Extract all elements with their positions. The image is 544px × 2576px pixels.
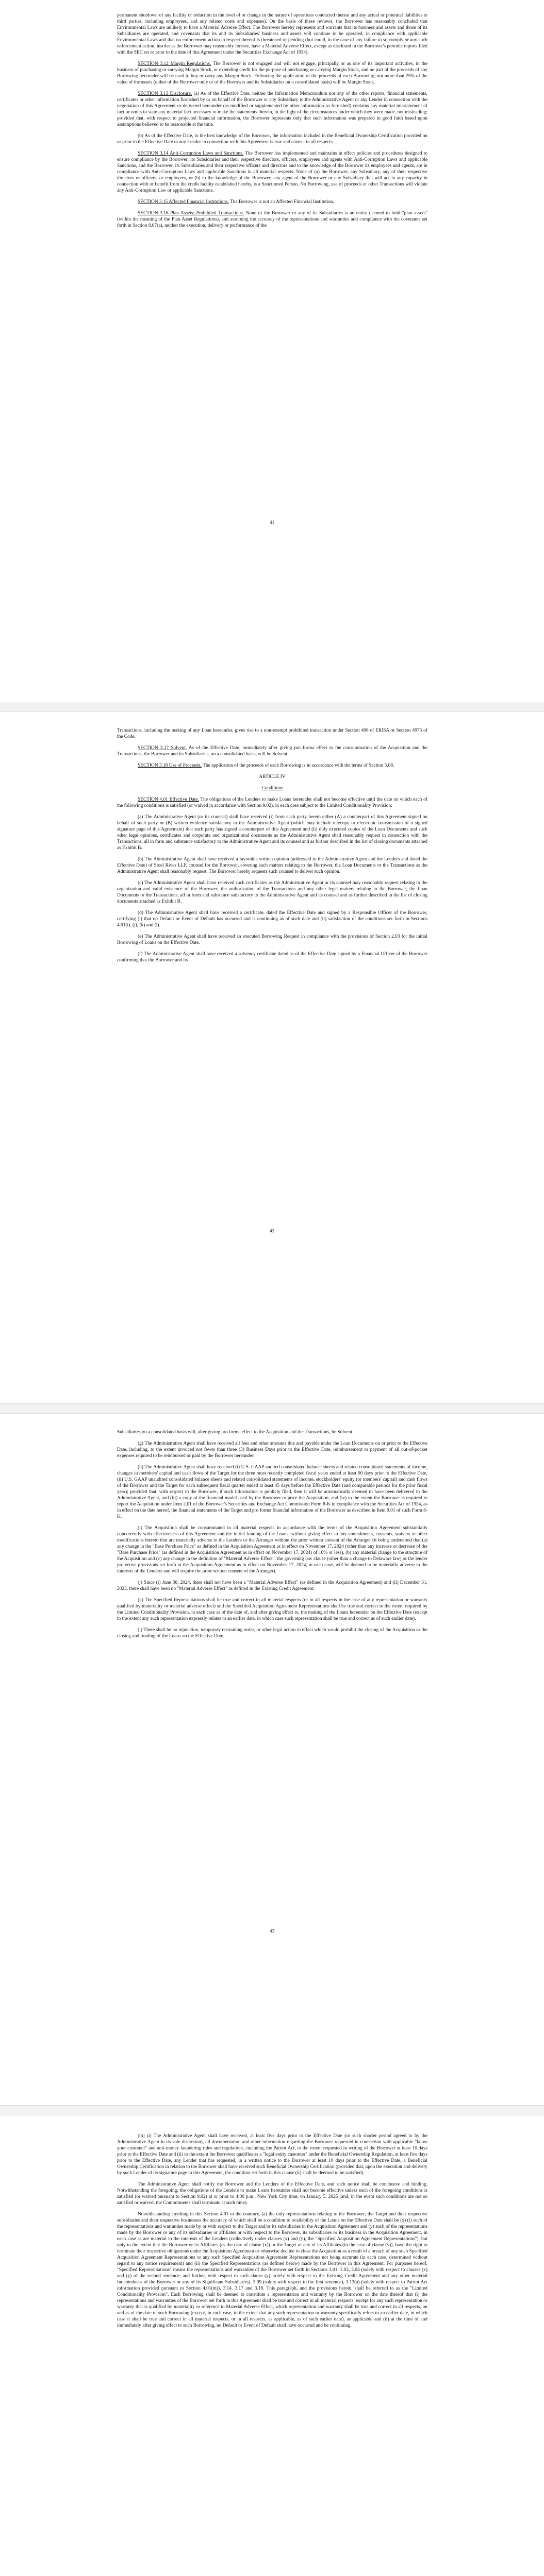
page-break bbox=[0, 2105, 544, 2115]
paragraph: (j) Since (i) June 30, 2024, there shall not have been a "Material Adverse Effect" (as defined in the Acquisition Agreement) and (ii) December 31, 2023, there shall have been no "Material Adverse Effect" as defined in the Existing Credit Agreement. bbox=[117, 1580, 427, 1591]
paragraph: SECTION 3.14 Anti-Corruption Laws and Sanctions. The Borrower has implemented and maintains in effect policies and procedures designed to ensure compliance by the Borrower, its Subsidiaries and their respective directors, officers, employees and agents with Anti-Corruption Laws and applicable Sanctions, and the Borrower, its Subsidiaries and their respective officers and directors and to the knowledge of the Borrower its employees and agents, are in compliance with Anti-Corruption Laws and applicable Sanctions in all material respects. None of (a) the Borrower, any Subsidiary, any of their respective directors or officers, or employees, or (b) to the knowledge of the Borrower, any agent of the Borrower or any Subsidiary that will act in any capacity in connection with or benefit from the credit facility established hereby, is a Sanctioned Person. No Borrowing, use of proceeds or other Transactions will violate any Anti-Corruption Law or applicable Sanctions. bbox=[117, 151, 428, 193]
paragraph: (f) The Administrative Agent shall have received a solvency certificate dated as of the Effective Date signed by a Financial Officer of the Borrower confirming that the Borrower and its bbox=[117, 952, 427, 963]
section-heading: SECTION 4.01 Effective Date. bbox=[138, 797, 199, 802]
paragraph: (l) There shall be no injunction, temporary restraining order, or other legal action in effect which would prohibit the closing of the Acquisition or the closing and funding of the Loans on the Effective Date. bbox=[117, 1628, 427, 1639]
page-number: 43 bbox=[269, 1929, 275, 1934]
page-number: 41 bbox=[269, 520, 275, 526]
paragraph: (m) (i) The Administrative Agent shall have received, at least five days prior to the Effective Date (or such shorter period agreed to by the Administrative Agent in its sole discretion), all documentation and other information regarding the Borrower requested in connection with applicable "know your customer" and anti-money laundering rules and regulations, including the Patriot Act, to the extent requested in writing of the Borrower at least 10 days prior to the Effective Date and (ii) to the extent the Borrower qualifies as a "legal entity customer" under the Beneficial Ownership Regulation, at least five days prior to the Effective Date, any Lender that has requested, in a written notice to the Borrower at least 10 days prior to the Effective Date, a Beneficial Ownership Certification in relation to the Borrower shall have received such Beneficial Ownership Certification (provided that, upon the execution and delivery by such Lender of its signature page to this Agreement, the condition set forth in this clause (ii) shall be deemed to be satisfied). bbox=[117, 2133, 427, 2176]
section-heading: SECTION 3.16 Plan Assets; Prohibited Transactions. bbox=[138, 211, 244, 216]
page-42-text bbox=[117, 727, 427, 969]
article-heading: ARTICLE IV bbox=[259, 774, 286, 779]
paragraph: SECTION 3.12 Margin Regulations. The Borrower is not engaged and will not engage, principally or as one of its important activities, in the business of purchasing or carrying Margin Stock, or extending credit for the purpose of purchasing or carrying Margin Stock, and no part of the proceeds of any Borrowing hereunder will be used to buy or carry any Margin Stock. Following the application of the proceeds of each Borrowing, not more than 25% of the value of the assets (either of the Borrower only or of the Borrower and its Subsidiaries on a consolidated basis) will be Margin Stock. bbox=[117, 61, 427, 85]
page-43-text bbox=[117, 1429, 427, 1645]
paragraph: SECTION 3.13 Disclosure. (a) As of the Effective Date, neither the Information Memorandum nor any of the other reports, financial statements, certificates or other information furnished by or on behalf of the Borrower or any Subsidiary to the Administrative Agent or any Lender in connection with the negotiation of this Agreement or delivered hereunder (as modified or supplemented by other information so furnished) contains any material misstatement of fact or omits to state any material fact necessary to make the statements therein, in the light of the circumstances under which they were made, not misleading; provided that, with respect to projected financial information, the Borrower represents only that such information was prepared in good faith based upon assumptions believed to be reasonable at the time. bbox=[117, 91, 428, 127]
paragraph: Transactions, including the making of any Loan hereunder, gives rise to a non-exempt prohibited transaction under Section 406 of ERISA or Section 4975 of the Code. bbox=[117, 728, 427, 739]
paragraph: SECTION 3.18 Use of Proceeds. The application of the proceeds of each Borrowing is in accordance with the terms of Section 5.08. bbox=[138, 763, 394, 768]
paragraph: (d) The Administrative Agent shall have received a certificate, dated the Effective Date and signed by a Responsible Officer of the Borrower, certifying (i) that no Default or Event of Default has occurred and is continuing as of such date and (ii) satisfaction of the conditions set forth in Sections 4.01(i), (j), (k) and (l). bbox=[117, 910, 427, 928]
section-heading: SECTION 3.18 Use of Proceeds. bbox=[138, 763, 202, 768]
article-title: Conditions bbox=[261, 786, 283, 791]
paragraph: (c) The Administrative Agent shall have received such certificates as the Administrative Agent or its counsel may reasonably request relating to the organization and valid existence of the Borrower, the authorization of the Transactions and any other legal matters relating to the Borrower, the Loan Documents or the Transactions, all in form and substance satisfactory to the Administrative Agent and its counsel and as further described in the list of closing documents attached as Exhibit B. bbox=[117, 880, 427, 904]
paragraph: (b) The Administrative Agent shall have received a favorable written opinion (addressed to the Administrative Agent and the Lenders and dated the Effective Date) of Stoel Rives LLP, counsel for the Borrower, covering such matters relating to the Borrower, the Loan Documents or the Transactions as the Administrative Agent shall reasonably request. The Borrower hereby requests such counsel to deliver such opinion. bbox=[117, 857, 427, 874]
section-heading: SECTION 3.13 Disclosure. bbox=[138, 91, 192, 96]
paragraph: (e) The Administrative Agent shall have received an executed Borrowing Request in compliance with the provisions of Section 2.03 for the initial Borrowing of Loans on the Effective Date. bbox=[117, 934, 427, 945]
page-break bbox=[0, 1403, 544, 1414]
page-43 bbox=[0, 1414, 544, 2105]
paragraph: (a) The Administrative Agent (or its counsel) shall have received (i) from each party hereto either (A) a counterpart of this Agreement signed on behalf of such party or (B) written evidence satisfactory to the Administrative Agent (which may include telecopy or electronic transmission of a signed signature page of this Agreement) that such party has signed a counterpart of this Agreement and (ii) duly executed copies of the Loan Documents and such other legal opinions, certificates and corporate and organizational documents as the Administrative Agent shall reasonably request in connection with the Transactions, all in form and substance satisfactory to the Administrative Agent and its counsel and as further described in the list of closing documents attached as Exhibit B. bbox=[117, 815, 427, 851]
section-heading: SECTION 3.17 Solvent. bbox=[138, 745, 187, 751]
section-heading: SECTION 3.14 Anti-Corruption Laws and Sanctions. bbox=[138, 151, 244, 156]
paragraph: (i) The Acquisition shall be consummated in all material respects in accordance with the terms of the Acquisition Agreement substantially concurrently with effectiveness of this Agreement and the initial funding of the Loans, without giving effect to any amendments, consents, waivers or other modifications thereto that are materially adverse to the Lenders or the Arranger without the prior written consent of the Arranger (it being understood that (a) any change in the "Base Purchase Price" as defined in the Acquisition Agreement as in effect on November 17, 2024 (other than any increase or decrease of the "Base Purchase Price" (as defined in the Acquisition Agreement as in effect on November 17, 2024) of 10% or less), (b) any material change to the structure of the Acquisition and (c) any change in the definition of "Material Adverse Effect", the governing law clause (other than a change to Delaware law) or the lender protective provisions set forth in the Acquisition Agreement as in effect on November 17, 2024, in each case, will be deemed to be materially adverse to the interests of the Lenders and will require the prior written consent of the Arranger). bbox=[117, 1526, 427, 1574]
paragraph: (g) The Administrative Agent shall have received all fees and other amounts due and payable under the Loan Documents on or prior to the Effective Date, including, to the extent invoiced not fewer than three (3) Business Days prior to the Effective Date, reimbursement or payment of all out-of-pocket expenses required to be reimbursed or paid by the Borrower hereunder. bbox=[117, 1441, 427, 1459]
paragraph: (b) As of the Effective Date, to the best knowledge of the Borrower, the information included in the Beneficial Ownership Certification provided on or prior to the Effective Date to any Lender in connection with this Agreement is true and correct in all respects. bbox=[117, 133, 427, 145]
page-44 bbox=[0, 2115, 544, 2576]
page-44-text bbox=[117, 2133, 427, 2334]
paragraph: Notwithstanding anything in this Section 4.01 to the contrary, (a) the only representations relating to the Borrower, the Target and their respective subsidiaries and their respective businesses the accuracy of which shall be a condition to availability of the Loans on the Effective Date shall be (x) (i) such of the representations and warranties made by or with respect to the Target and/or its subsidiaries in the Acquisition Agreement and (y) such of the representations made by the Borrower or any of its subsidiaries or affiliates or with respect to the Borrower, its subsidiaries or its business in the Acquisition Agreement, in each case as are material to the interests of the Lenders (collectively under clauses (x) and (y), the "Specified Acquisition Agreement Representations"), but only to the extent that the Borrower or its Affiliates (as the case of clause (x)) or the Target or any of its Affiliates (in the case of clause (y)), have the right to terminate their respective obligations under the Acquisition Agreement or otherwise decline to close the Acquisition as a result of a breach of any such Specified Acquisition Agreement Representations or any such Specified Acquisition Agreement Representations not being accurate (in each case, determined without regard to any notice requirement) and (ii) the Specified Representations (as defined below) made by the Borrower in this Agreement. For purposes hereof, "Specified Representations" means the representations and warranties of the Borrower set forth in Sections 3.01, 3.02, 3.04 (solely with respect to clauses (x) and (y) of the second sentence; and further, with respect to such clause (y), solely with respect to the Existing Credit Agreement and any other material Indebtedness of the Borrower or any of its Significant Subsidiaries), 3.09 (solely with respect to the first sentence), 3.13(a) (solely with respect to Patriot Act information provided pursuant to Section 4.01(m)), 3.14, 3.17 and 3.18. This paragraph, and the provisions herein, shall be referred to as the "Limited Conditionality Provision". Each Borrowing shall be deemed to constitute a representation and warranty by the Borrower on the date thereof that (i) the representations and warranties of the Borrower set forth in this Agreement shall be true and correct in all material respects, except for any such representation or warranty that is qualified by materiality or reference to Material Adverse Effect, which representation and warranty shall be true and correct in all respects, on and as of the date of such Borrowing (except, in each case, to the extent that any such representation or warranty specifically refers to an earlier date, in which case it shall be true and correct in all material respects, or in all respects, as applicable, as of such earlier date), as applicable and (ii) at the time of and immediately after giving effect to such Borrowing, no Default or Event of Default shall have occurred and be continuing. bbox=[117, 2212, 427, 2328]
paragraph: SECTION 4.01 Effective Date. The obligations of the Lenders to make Loans hereunder shall not become effective until the date on which each of the following conditions is satisfied (or waived in accordance with Section 9.02), in each case subject to the Limited Conditionality Provision: bbox=[117, 797, 427, 808]
page-41-text bbox=[117, 12, 427, 234]
paragraph: (h) The Administrative Agent shall have received (i) U.S. GAAP audited consolidated balance sheets and related consolidated statements of income, changes in members' capital and cash flows of the Target for the three most recently completed fiscal years ended at least 90 days prior to the Effective Date, (ii) U.S. GAAP unaudited consolidated balance sheets and related consolidated statements of income, stockholders' equity (or members' capital) and cash flows of the Borrower and the Target for each subsequent fiscal quarter ended at least 45 days before the Effective Date (and comparable periods for the prior fiscal year); provided that, with respect to the Borrower, if such information is publicly filed, then it will be automatically deemed to have been delivered to the Administrative Agent, and (iii) a copy of the financial model used by the Borrower to price the Acquisition, and (iv) to the extent the Borrower is required to report the Acquisition under Item 2.01 of the Borrower's Securities and Exchange Act Commission Form 8-K in compliance with the Securities Act of 1934, as in effect on the date hereof, the financial statements of the Target and pro forma financial information of the Borrower as described in Item 9.01 of such Form 8-K. bbox=[117, 1465, 427, 1519]
paragraph: SECTION 3.15 Affected Financial Institutions. The Borrower is not an Affected Financial Institution. bbox=[138, 199, 334, 205]
paragraph: SECTION 3.16 Plan Assets; Prohibited Transactions. None of the Borrower or any of its Subsidiaries is an entity deemed to hold "plan assets" (within the meaning of the Plan Asset Regulations), and assuming the accuracy of the representations and warranties and compliance with the covenants set forth in Section 8.07(a), neither the execution, delivery or performance of the bbox=[117, 211, 427, 228]
page-break bbox=[0, 702, 544, 712]
section-heading: SECTION 3.12 Margin Regulations. bbox=[138, 61, 211, 66]
section-heading: SECTION 3.15 Affected Financial Institutions. bbox=[138, 199, 229, 205]
page-41 bbox=[0, 0, 544, 702]
page-42 bbox=[0, 712, 544, 1403]
paragraph: permanent shutdown of any facility or reduction in the level of or change in the nature of operations conducted thereat and any actual or potential liabilities to third parties, including employees, and any related costs and expenses). On the basis of these reviews, the Borrower has reasonably concluded that Environmental Laws are unlikely to have a Material Adverse Effect. The Borrower hereby represents and warrants that its business and assets and those of its Subsidiaries are operated, and covenants that its and its Subsidiaries' business and assets will continue to be operated, in compliance with applicable Environmental Laws and that no enforcement action in respect thereof is threatened or pending (but could, in the case of any failure to so comply or any such enforcement action, insofar as the Borrower may reasonably foresee, have a Material Adverse Effect, except as disclosed in the Borrower's periodic reports filed with the SEC on or prior to the date of this Agreement under the Securities Exchange Act of 1934). bbox=[117, 13, 427, 55]
paragraph: SECTION 3.17 Solvent. As of the Effective Date, immediately after giving pro forma effect to the consummation of the Acquisition and the Transactions, the Borrower and its Subsidiaries, on a consolidated basis, will be Solvent. bbox=[117, 745, 427, 757]
paragraph: The Administrative Agent shall notify the Borrower and the Lenders of the Effective Date, and such notice shall be conclusive and binding. Notwithstanding the foregoing, the obligations of the Lenders to make Loans hereunder shall not become effective unless each of the foregoing conditions is satisfied (or waived pursuant to Section 9.02) at or prior to 4:00 p.m., New York City time, on January 5, 2025 (and, in the event such conditions are not so satisfied or waived, the Commitments shall terminate at such time). bbox=[117, 2182, 427, 2206]
paragraph: (k) The Specified Representations shall be true and correct in all material respects (or in all respects in the case of any representation or warranty qualified by materiality or material adverse effect) and the Specified Acquisition Agreement Representations shall be true and correct to the extent required by the Limited Conditionality Provision, in each case as of the date of, and after giving effect to, the making of the Loans hereunder on the Effective Date (except to the extent any such representation expressly relates to an earlier date, in which case such representation shall be true and correct as of such earlier date). bbox=[117, 1598, 427, 1621]
page-number: 42 bbox=[269, 1229, 275, 1234]
paragraph: Subsidiaries on a consolidated basis will, after giving pro forma effect to the Acquisition and the Transactions, be Solvent. bbox=[117, 1430, 354, 1435]
